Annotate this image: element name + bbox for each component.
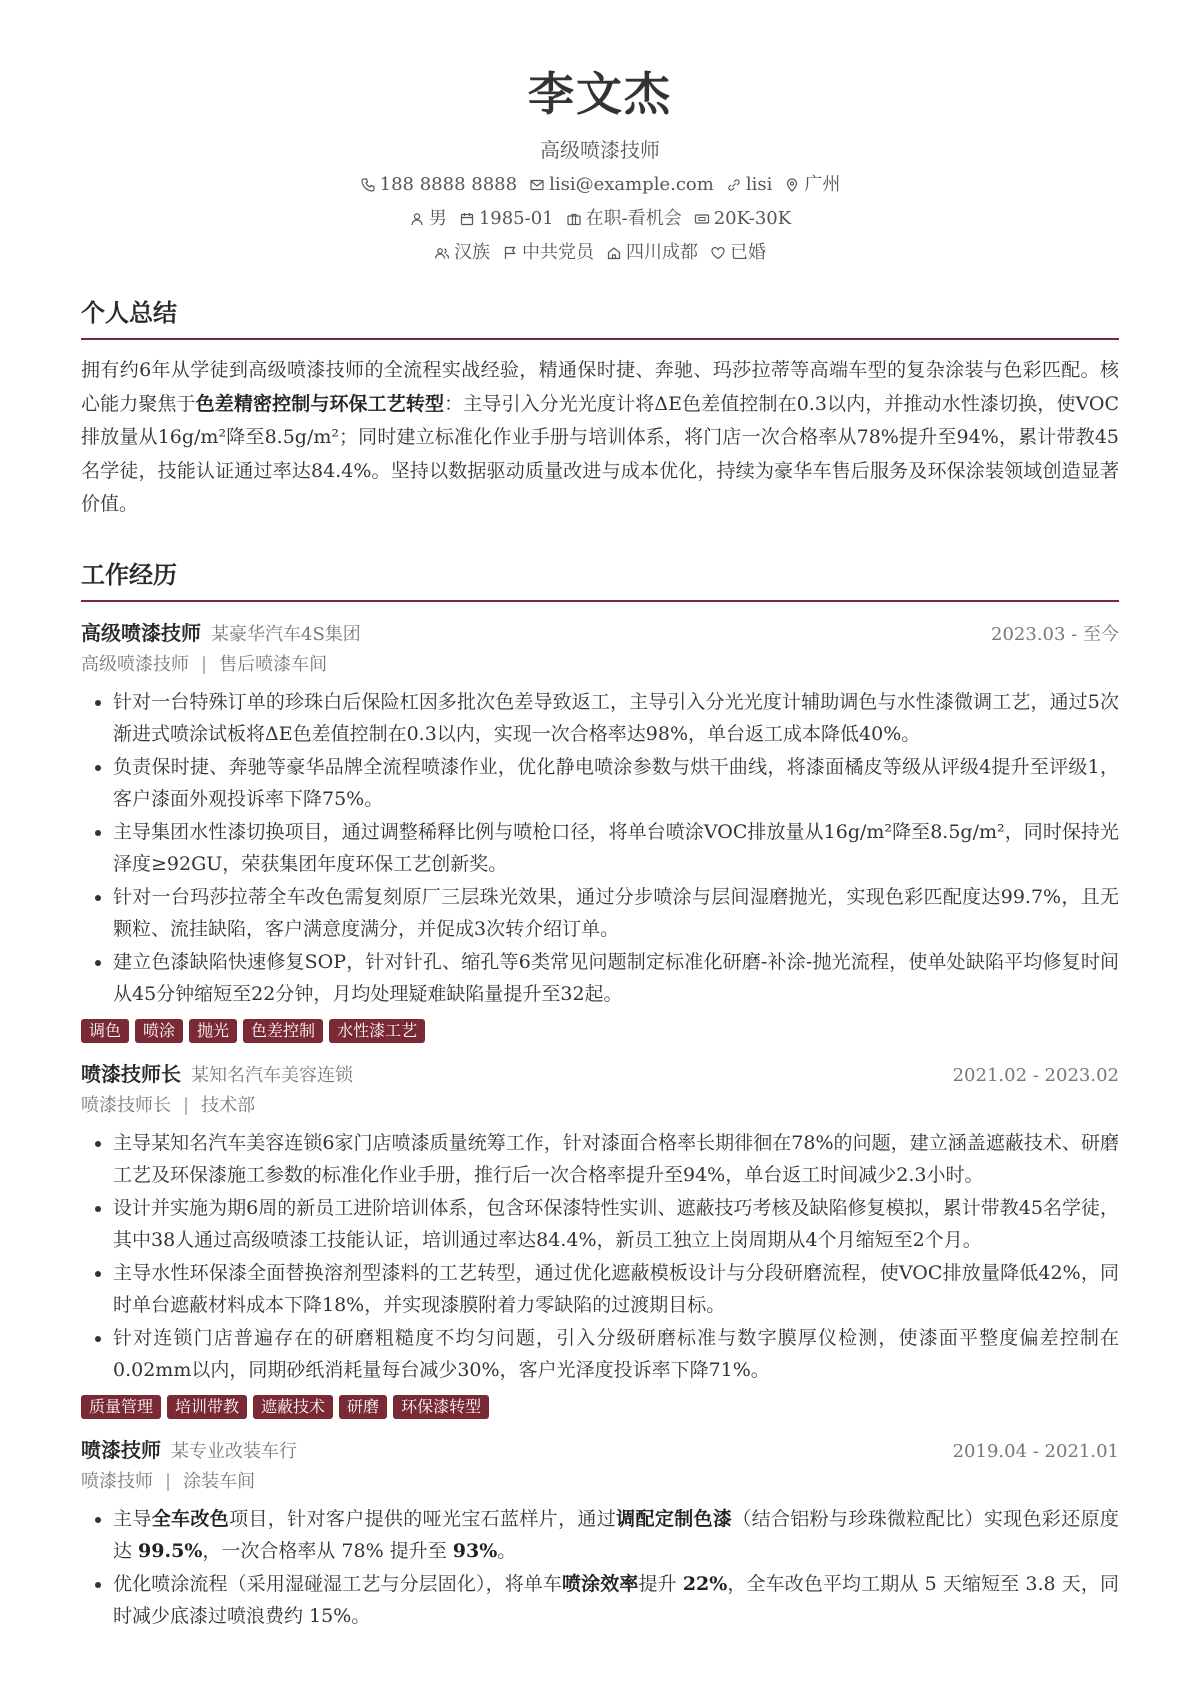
mail-icon	[529, 177, 545, 193]
job-subtitle	[81, 1091, 1119, 1121]
job-dept: 涂装车间	[183, 1470, 256, 1492]
phone-text: 188 8888 8888	[379, 174, 518, 195]
skill-tag: 质量管理	[81, 1395, 161, 1419]
job-subtitle	[81, 650, 1119, 680]
gender-info	[409, 206, 447, 232]
skill-tag: 色差控制	[243, 1019, 323, 1043]
location-info	[784, 172, 840, 198]
personal-row	[81, 206, 1119, 232]
skill-tag: 遮蔽技术	[253, 1395, 333, 1419]
link-icon	[726, 177, 742, 193]
status-text: 在职-看机会	[585, 208, 682, 229]
contact-row	[81, 172, 1119, 198]
email-info	[529, 172, 714, 198]
home-icon	[606, 245, 622, 261]
candidate-name: 李文杰	[528, 67, 672, 121]
skill-tag: 调色	[81, 1019, 129, 1043]
skill-tags	[81, 1395, 1119, 1419]
candidate-title: 高级喷漆技师	[540, 138, 660, 162]
summary-part1: 拥有约6年从学徒到高级喷漆技师的全流程实战经验，精通保时捷、奔驰、玛莎拉蒂等高端车型的复杂涂装与色彩匹配。核心能力聚焦于	[81, 359, 1119, 415]
job-company: 某知名汽车美容连锁	[191, 1064, 353, 1086]
job-bullets	[81, 1503, 1119, 1633]
user-icon	[409, 211, 425, 227]
email-text: lisi@example.com	[549, 174, 714, 195]
ethnicity-info	[434, 240, 490, 266]
marital-text: 已婚	[730, 242, 766, 263]
list-item: • 负责保时捷、奔驰等豪华品牌全流程喷漆作业，优化静电喷涂参数与烘干曲线，将漆面橘皮等级从评级4提升至评级1，客户漆面外观投诉率下降75%。	[113, 751, 1119, 816]
skill-tags	[81, 1019, 1119, 1043]
calendar-icon	[459, 211, 475, 227]
skill-tag: 培训带教	[167, 1395, 247, 1419]
location-text: 广州	[804, 174, 841, 195]
marital-info	[710, 240, 766, 266]
gender-text: 男	[428, 208, 447, 229]
summary-text	[81, 354, 1119, 522]
status-info	[566, 206, 682, 232]
experience-section	[81, 558, 1119, 1633]
link-info	[726, 172, 773, 198]
experience-heading: 工作经历	[81, 558, 1119, 602]
phone-info	[360, 172, 517, 198]
link-text: lisi	[745, 174, 773, 195]
birth-info	[459, 206, 554, 232]
divider: |	[201, 653, 208, 675]
hometown-info	[606, 240, 698, 266]
party-info	[502, 240, 594, 266]
background-row	[81, 240, 1119, 266]
list-item: • 主导全车改色项目，针对客户提供的哑光宝石蓝样片，通过调配定制色漆（结合铝粉与珍珠微粒配比）实现色彩还原度达 99.5%，一次合格率从 78% 提升至 93%。	[113, 1503, 1119, 1568]
flag-icon	[502, 245, 518, 261]
salary-text: 20K-30K	[713, 208, 792, 229]
list-item: • 针对一台特殊订单的珍珠白后保险杠因多批次色差导致返工，主导引入分光光度计辅助调色与水性漆微调工艺，通过5次渐进式喷涂试板将ΔE色差值控制在0.3以内，实现一次合格率达98%，单台返工成本降低40%。	[113, 686, 1119, 751]
list-item: • 主导水性环保漆全面替换溶剂型漆料的工艺转型，通过优化遮蔽模板设计与分段研磨流程，使VOC排放量降低42%，同时单台遮蔽材料成本下降18%，并实现漆膜附着力零缺陷的过渡期目标。	[113, 1257, 1119, 1322]
job-role: 高级喷漆技师	[81, 620, 201, 645]
birth-text: 1985-01	[478, 208, 554, 229]
job-position: 喷漆技师	[81, 1470, 153, 1492]
job-bullets	[81, 1127, 1119, 1387]
job-role: 喷漆技师	[81, 1437, 161, 1462]
list-item: • 针对连锁门店普遍存在的研磨粗糙度不均匀问题，引入分级研磨标准与数字膜厚仪检测，使漆面平整度偏差控制在0.02mm以内，同期砂纸消耗量每台减少30%，客户光泽度投诉率下降71%。	[113, 1322, 1119, 1387]
job-entry	[81, 618, 1119, 1043]
summary-heading: 个人总结	[81, 296, 1119, 340]
ethnicity-text: 汉族	[454, 242, 490, 263]
list-item: • 设计并实施为期6周的新员工进阶培训体系，包含环保漆特性实训、遮蔽技巧考核及缺陷修复模拟，累计带教45名学徒，其中38人通过高级喷漆工技能认证，培训通过率达84.4%，新员工独立上岗周期从4个月缩短至2个月。	[113, 1192, 1119, 1257]
job-header	[81, 1059, 1119, 1091]
resume-header	[81, 0, 1119, 266]
salary-info	[694, 206, 791, 232]
summary-section	[81, 296, 1119, 522]
job-date: 2019.04 - 2021.01	[952, 1440, 1119, 1462]
job-subtitle	[81, 1467, 1119, 1497]
party-text: 中共党员	[522, 242, 594, 263]
list-item: • 主导集团水性漆切换项目，通过调整稀释比例与喷枪口径，将单台喷涂VOC排放量从16g/m²降至8.5g/m²，同时保持光泽度≥92GU，荣获集团年度环保工艺创新奖。	[113, 816, 1119, 881]
money-icon	[694, 211, 710, 227]
divider: |	[183, 1094, 190, 1116]
job-header	[81, 618, 1119, 650]
job-position: 高级喷漆技师	[81, 653, 189, 675]
list-item: • 建立色漆缺陷快速修复SOP，针对针孔、缩孔等6类常见问题制定标准化研磨-补涂-抛光流程，使单处缺陷平均修复时间从45分钟缩短至22分钟，月均处理疑难缺陷量提升至32起。	[113, 946, 1119, 1011]
skill-tag: 抛光	[189, 1019, 237, 1043]
job-entry	[81, 1059, 1119, 1419]
skill-tag: 环保漆转型	[393, 1395, 489, 1419]
summary-highlight: 色差精密控制与环保工艺转型	[195, 392, 445, 415]
job-role: 喷漆技师长	[81, 1061, 181, 1086]
job-dept: 售后喷漆车间	[219, 653, 328, 675]
briefcase-icon	[566, 211, 582, 227]
location-icon	[784, 177, 800, 193]
job-company: 某豪华汽车4S集团	[211, 623, 361, 645]
list-item: • 针对一台玛莎拉蒂全车改色需复刻原厂三层珠光效果，通过分步喷涂与层间湿磨抛光，实现色彩匹配度达99.7%，且无颗粒、流挂缺陷，客户满意度满分，并促成3次转介绍订单。	[113, 881, 1119, 946]
list-item: • 主导某知名汽车美容连锁6家门店喷漆质量统筹工作，针对漆面合格率长期徘徊在78%的问题，建立涵盖遮蔽技术、研磨工艺及环保漆施工参数的标准化作业手册，推行后一次合格率提升至94%，单台返工时间减少2.3小时。	[113, 1127, 1119, 1192]
hometown-text: 四川成都	[626, 242, 698, 263]
list-item: • 优化喷涂流程（采用湿碰湿工艺与分层固化），将单车喷涂效率提升 22%，全车改色平均工期从 5 天缩短至 3.8 天，同时减少底漆过喷浪费约 15%。	[113, 1568, 1119, 1633]
job-position: 喷漆技师长	[81, 1094, 171, 1116]
skill-tag: 水性漆工艺	[329, 1019, 425, 1043]
summary-part2: ：主导引入分光光度计将ΔE色差值控制在0.3以内，并推动水性漆切换，使VOC排放量从16g/m²降至8.5g/m²；同时建立标准化作业手册与培训体系，将门店一次合格率从78%提升至94%，累计带教45名学徒，技能认证通过率达84.4%。坚持以数据驱动质量改进与成本优化，持续为豪华车售后服务及环保涂装领域创造显著价值。	[81, 392, 1119, 515]
people-icon	[434, 245, 450, 261]
job-header	[81, 1435, 1119, 1467]
skill-tag: 喷涂	[135, 1019, 183, 1043]
job-company: 某专业改装车行	[171, 1440, 297, 1462]
job-entry	[81, 1435, 1119, 1633]
heart-icon	[710, 245, 726, 261]
divider: |	[165, 1470, 172, 1492]
job-date: 2023.03 - 至今	[991, 623, 1119, 645]
job-date: 2021.02 - 2023.02	[952, 1064, 1119, 1086]
phone-icon	[360, 177, 376, 193]
skill-tag: 研磨	[339, 1395, 387, 1419]
job-dept: 技术部	[201, 1094, 256, 1116]
job-bullets	[81, 686, 1119, 1011]
